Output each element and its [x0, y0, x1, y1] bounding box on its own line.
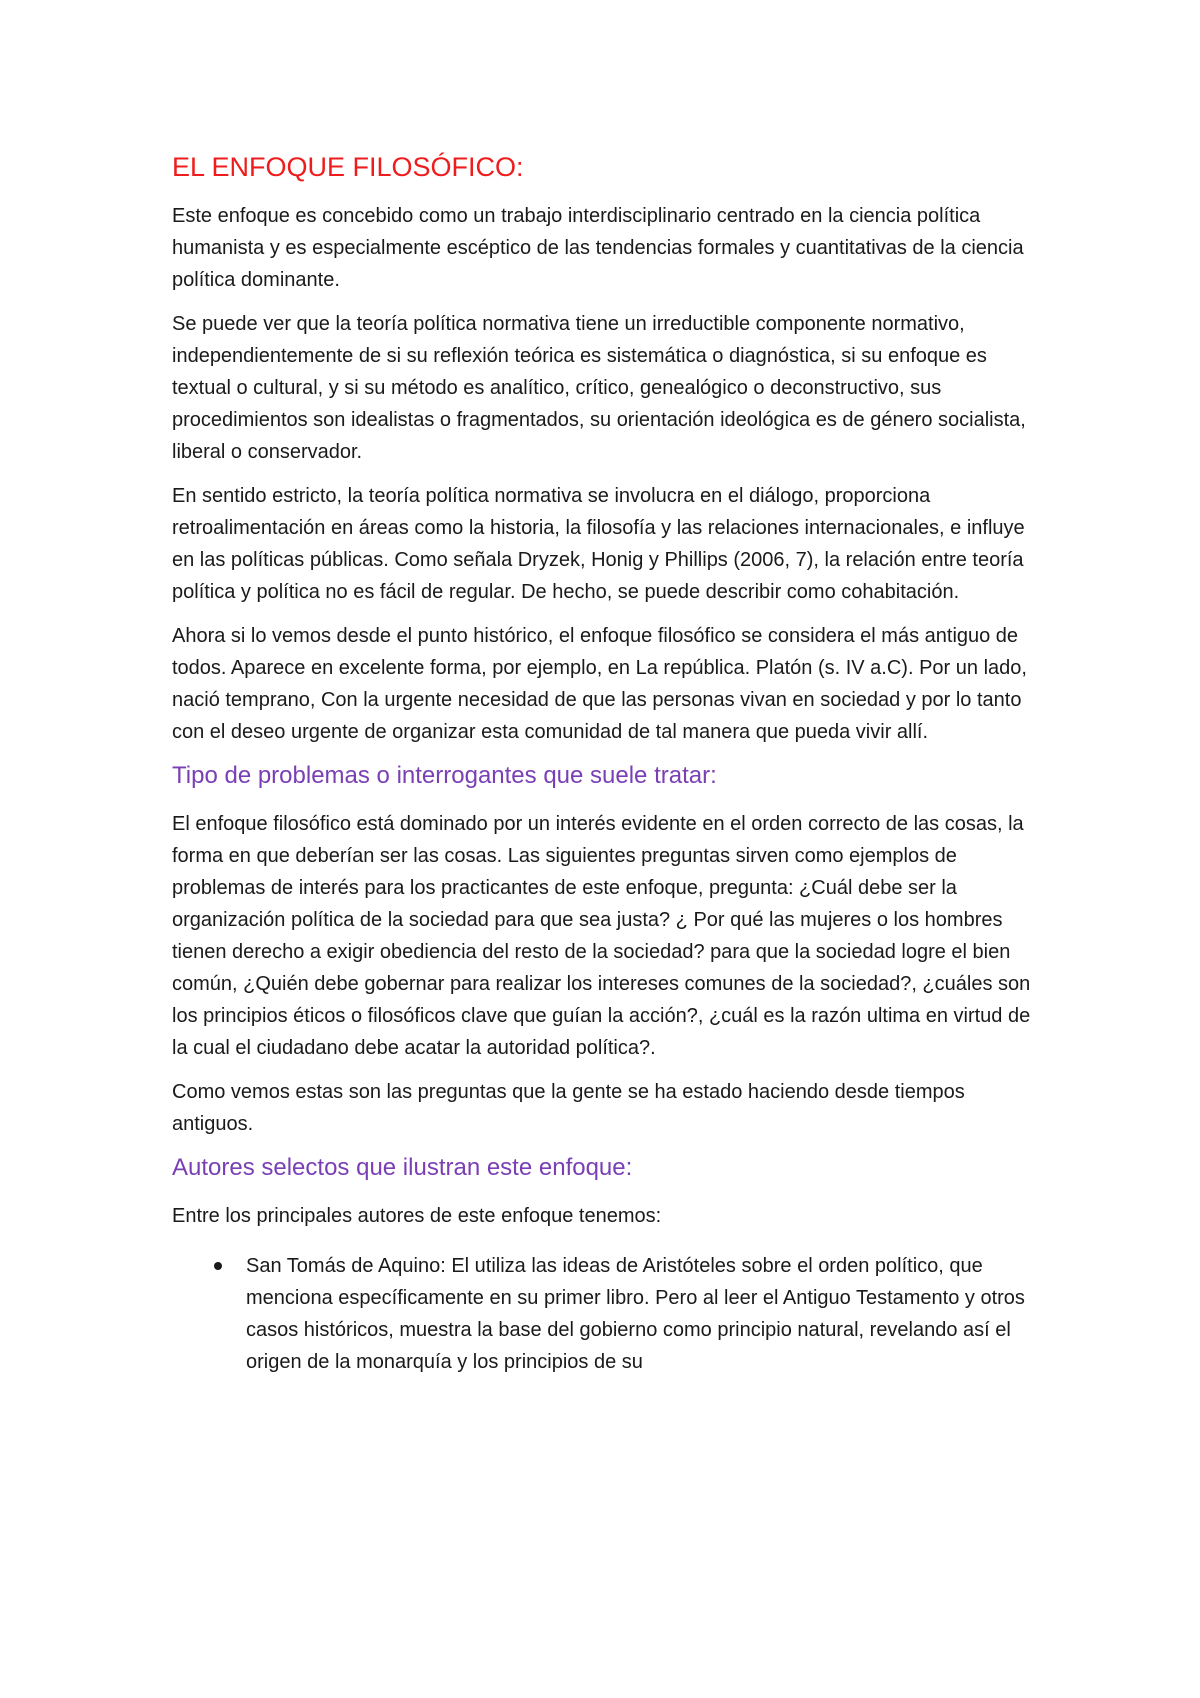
section-heading-problems: Tipo de problemas o interrogantes que suele tratar: — [172, 762, 717, 789]
section-heading-authors: Autores selectos que ilustran este enfoque: — [172, 1154, 633, 1181]
intro-paragraph-1: Este enfoque es concebido como un trabajo interdisciplinario centrado en la ciencia política humanista y es especialmente escéptico de las tendencias formales y cuantitativas de la ciencia política dominante. — [172, 205, 1024, 291]
intro-paragraph-4: Ahora si lo vemos desde el punto histórico, el enfoque filosófico se considera el más antiguo de todos. Aparece en excelente forma, por ejemplo, en La república. Platón (s. IV a.C). Por un lado, nació temprano, Con la urgente necesidad de que las personas vivan en sociedad y por lo tanto con el deseo urgente de organizar esta comunidad de tal manera que pueda vivir allí. — [172, 625, 1027, 743]
intro-paragraph-3: En sentido estricto, la teoría política normativa se involucra en el diálogo, proporciona retroalimentación en áreas como la historia, la filosofía y las relaciones internacionales, e influye en las políticas públicas. Como señala Dryzek, Honig y Phillips (2006, 7), la relación entre teoría política y política no es fácil de regular. De hecho, se puede describir como cohabitación. — [172, 485, 1025, 603]
list-item-text: San Tomás de Aquino: El utiliza las ideas de Aristóteles sobre el orden político, que menciona específicamente en su primer libro. Pero al leer el Antiguo Testamento y otros casos históricos, muestra la base del gobierno como principio natural, revelando así el origen de la monarquía y los principios de su — [246, 1255, 1025, 1373]
document-title: EL ENFOQUE FILOSÓFICO: — [172, 152, 524, 182]
problems-paragraph-1: El enfoque filosófico está dominado por un interés evidente en el orden correcto de las cosas, la forma en que deberían ser las cosas. Las siguientes preguntas sirven como ejemplos de problemas de interés para los practicantes de este enfoque, pregunta: ¿Cuál debe ser la organización política de la sociedad para que sea justa? ¿ Por qué las mujeres o los hombres tienen derecho a exigir obediencia del resto de la sociedad? para que la sociedad logre el bien común, ¿Quién debe gobernar para realizar los intereses comunes de la sociedad?, ¿cuáles son los principios éticos o filosóficos clave que guían la acción?, ¿cuál es la razón ultima en virtud de la cual el ciudadano debe acatar la autoridad política?. — [172, 813, 1031, 1059]
problems-paragraph-2: Como vemos estas son las preguntas que la gente se ha estado haciendo desde tiempos antiguos. — [172, 1081, 965, 1135]
bullet-icon — [214, 1262, 222, 1270]
authors-intro: Entre los principales autores de este enfoque tenemos: — [172, 1205, 662, 1227]
list-item — [172, 1250, 1042, 1378]
document-body — [172, 150, 1042, 1378]
intro-paragraph-2: Se puede ver que la teoría política normativa tiene un irreductible componente normativo, independientemente de si su reflexión teórica es sistemática o diagnóstica, si su enfoque es textual o cultural, y si su método es analítico, crítico, genealógico o deconstructivo, sus procedimientos son idealistas o fragmentados, su orientación ideológica es de género socialista, liberal o conservador. — [172, 313, 1026, 463]
authors-list — [172, 1250, 1042, 1378]
